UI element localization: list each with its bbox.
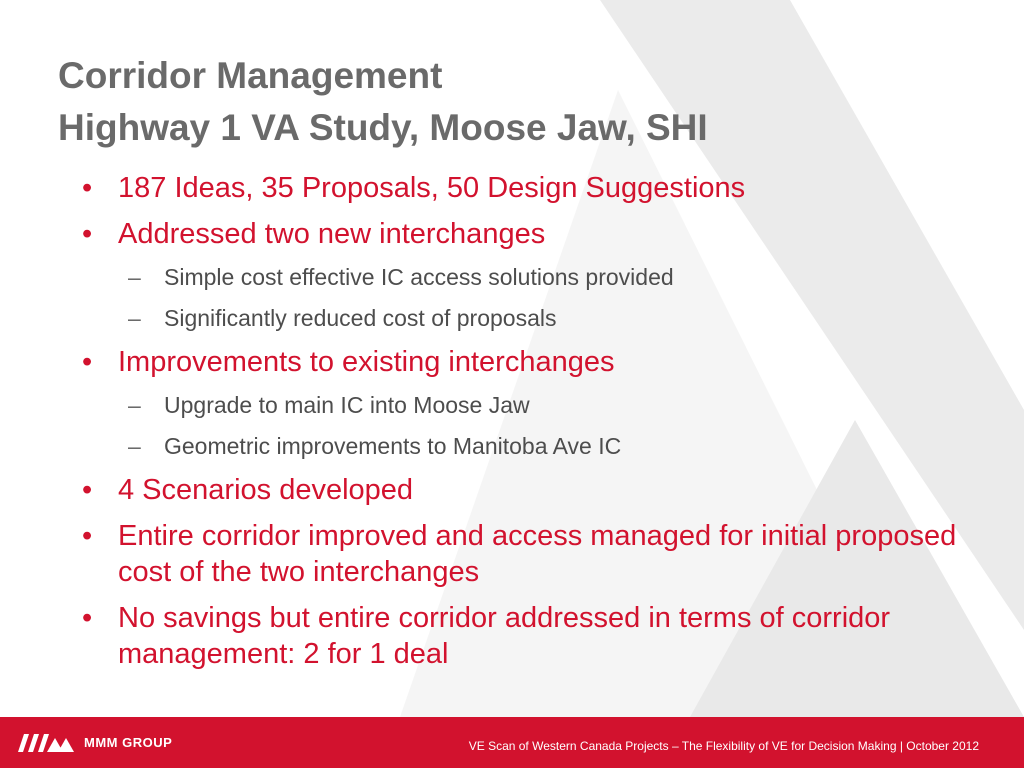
sub-bullet-text: Simple cost effective IC access solutions provided [164,264,674,290]
bullet-marker: • [82,520,93,552]
bullet-marker: • [82,346,93,378]
bullet-item [0,518,960,590]
bullet-item [0,600,960,672]
sub-bullet-item [0,390,960,420]
title-line-2: Highway 1 VA Study, Moose Jaw, SHI [58,107,708,148]
bullet-list [0,170,960,682]
bullet-text: 4 Scenarios developed [118,474,414,506]
dash-marker: – [128,305,141,331]
sub-bullet-item [0,303,960,333]
bullet-marker: • [82,172,93,204]
bullet-marker: • [82,602,93,634]
sub-bullet-item [0,431,960,461]
bullet-text: Entire corridor improved and access managed for initial proposed cost of the two interchanges [118,520,957,588]
dash-marker: – [128,433,141,459]
bullet-text: No savings but entire corridor addressed in terms of corridor management: 2 for 1 deal [118,602,891,670]
bullet-text: 187 Ideas, 35 Proposals, 50 Design Suggestions [118,172,746,204]
footer-caption: VE Scan of Western Canada Projects – The Flexibility of VE for Decision Making | October 2012 [468,739,979,753]
mmm-logo-icon [18,734,78,752]
bullet-item [0,216,960,252]
dash-marker: – [128,392,141,418]
bullet-item [0,344,960,380]
sub-bullet-text: Significantly reduced cost of proposals [164,305,557,331]
dash-marker: – [128,264,141,290]
bullet-marker: • [82,474,93,506]
sub-bullet-text: Geometric improvements to Manitoba Ave IC [164,433,622,459]
title-line-1: Corridor Management [58,55,443,96]
sub-bullet-item [0,262,960,292]
footer-bar [0,717,1024,768]
brand-name: MMM GROUP [84,735,173,750]
bullet-marker: • [82,218,93,250]
bullet-text: Addressed two new interchanges [118,218,546,250]
bullet-item [0,472,960,508]
slide-title [58,50,708,154]
bullet-text: Improvements to existing interchanges [118,346,615,378]
sub-bullet-text: Upgrade to main IC into Moose Jaw [164,392,530,418]
bullet-item [0,170,960,206]
